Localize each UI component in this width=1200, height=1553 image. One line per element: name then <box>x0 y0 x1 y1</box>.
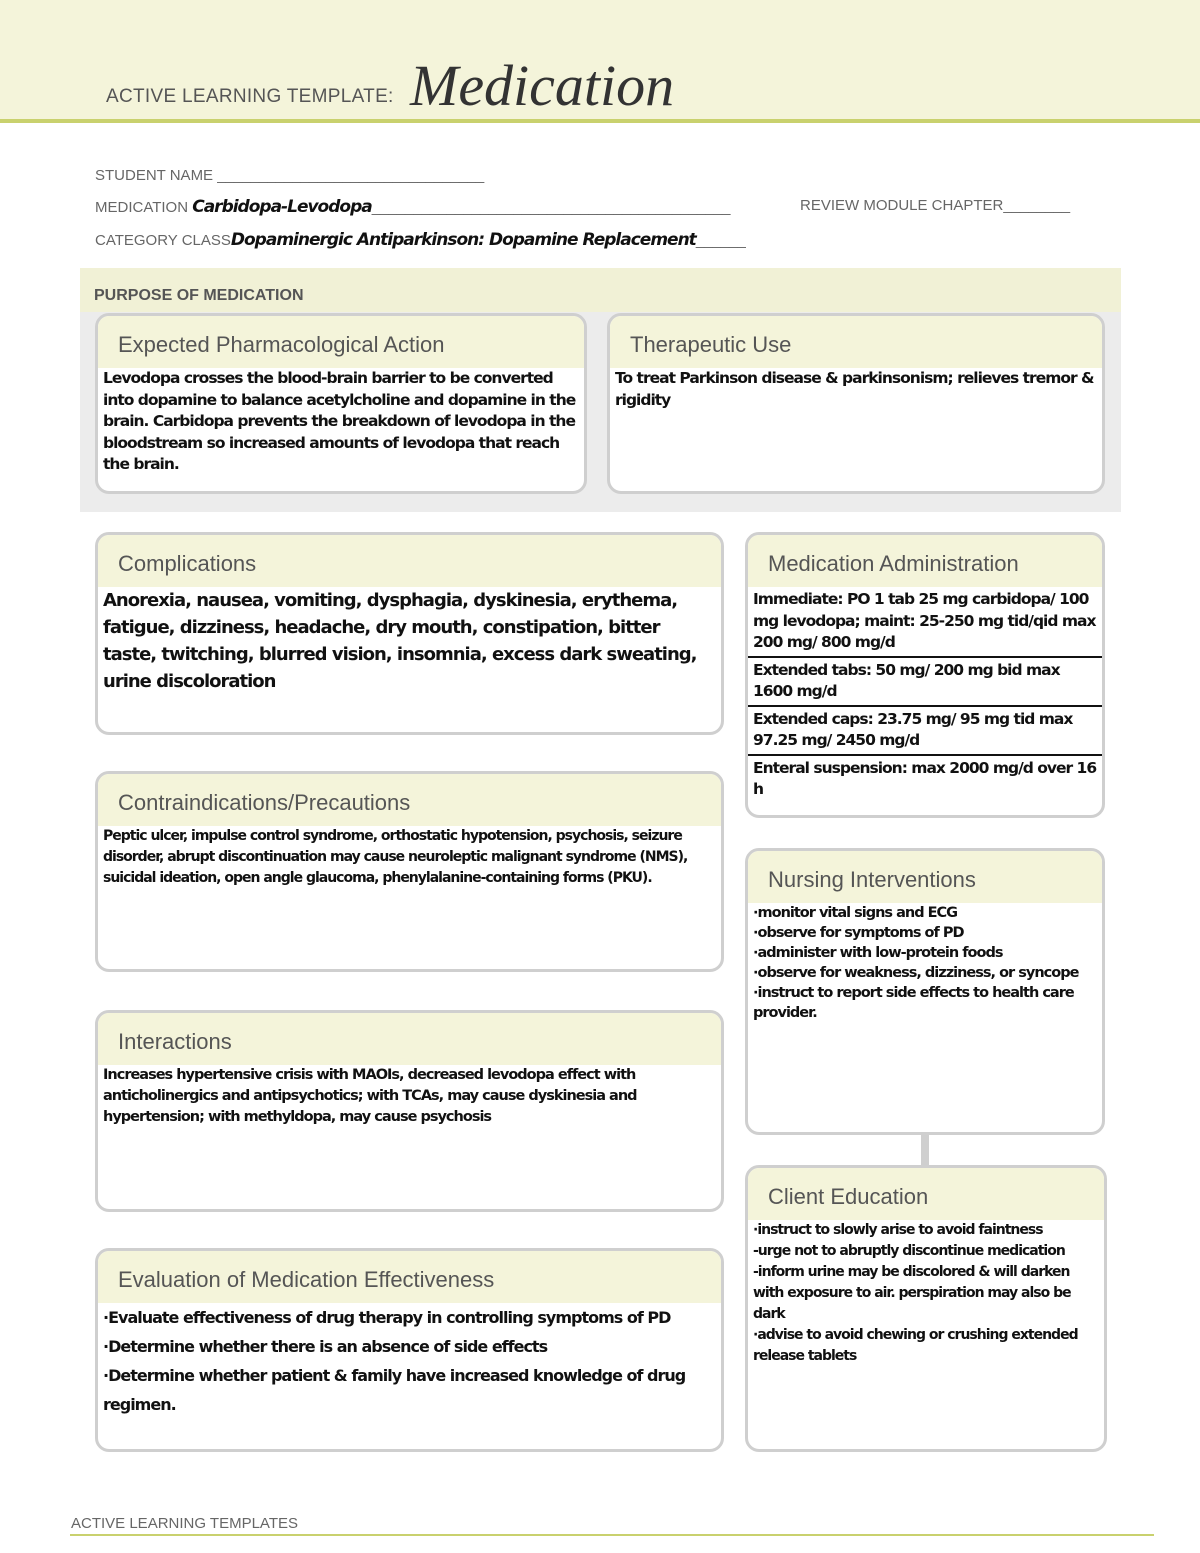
therapeutic-use-box <box>607 313 1105 494</box>
expected-action-box <box>95 313 587 494</box>
connector <box>921 1134 929 1166</box>
template-title: Medication <box>410 53 675 118</box>
box-title: Expected Pharmacological Action <box>98 316 584 368</box>
list-item: ·Determine whether there is an absence of side effects <box>103 1337 548 1356</box>
category-label: CATEGORY CLASS <box>95 232 231 249</box>
complications-box <box>95 532 724 735</box>
administration-box <box>745 532 1105 818</box>
box-title: Evaluation of Medication Effectiveness <box>98 1251 721 1303</box>
contraindications-box <box>95 771 724 972</box>
category-value: Dopaminergic Antiparkinson: Dopamine Replacement <box>230 230 696 250</box>
template-header <box>0 0 1200 123</box>
list-item: ·administer with low-protein foods <box>753 945 1003 961</box>
list-item: -urge not to abruptly discontinue medication <box>753 1243 1065 1259</box>
list-item: ·Determine whether patient & family have increased knowledge of drug regimen. <box>103 1366 686 1414</box>
review-module-field[interactable]: REVIEW MODULE CHAPTER________ <box>800 197 1071 214</box>
box-title: Interactions <box>98 1013 721 1065</box>
category-field[interactable]: CATEGORY CLASSDopaminergic Antiparkinson: Dopamine Replacement______ <box>95 230 746 250</box>
evaluation-box <box>95 1248 724 1452</box>
box-title: Medication Administration <box>748 535 1102 587</box>
admin-extended-tabs: Extended tabs: 50 mg/ 200 mg bid max 1600 mg/d <box>748 658 1102 707</box>
student-name-label: STUDENT NAME <box>95 167 214 184</box>
administration-text[interactable] <box>748 587 1102 803</box>
interactions-box <box>95 1010 724 1212</box>
box-title: Nursing Interventions <box>748 851 1102 903</box>
list-item: ·instruct to slowly arise to avoid faintness <box>753 1222 1043 1238</box>
interactions-text[interactable]: Increases hypertensive crisis with MAOIs, decreased levodopa effect with anticholinergics and antipsychotics; with TCAs, may cause dyskinesia and hypertension; with methyldopa, may cause psychosis <box>103 1067 637 1125</box>
list-item: ·advise to avoid chewing or crushing extended release tablets <box>753 1327 1078 1364</box>
box-title: Therapeutic Use <box>610 316 1102 368</box>
purpose-title: PURPOSE OF MEDICATION <box>80 268 1121 312</box>
box-title: Complications <box>98 535 721 587</box>
box-title: Client Education <box>748 1168 1104 1220</box>
admin-immediate: Immediate: PO 1 tab 25 mg carbidopa/ 100 mg levodopa; maint: 25-250 mg tid/qid max 200 mg/ 800 mg/d <box>748 587 1102 658</box>
education-list[interactable] <box>748 1220 1104 1367</box>
list-item: ·Evaluate effectiveness of drug therapy in controlling symptoms of PD <box>103 1308 671 1327</box>
admin-enteral: Enteral suspension: max 2000 mg/d over 16 h <box>753 758 1097 798</box>
list-item: ·observe for weakness, dizziness, or syncope <box>753 965 1079 981</box>
contraindications-text[interactable]: Peptic ulcer, impulse control syndrome, orthostatic hypotension, psychosis, seizure disorder, abrupt discontinuation may cause neuroleptic malignant syndrome (NMS), suicidal ideation, open angle glaucoma, phenylalanine-containing forms (PKU). <box>103 828 688 886</box>
nursing-box <box>745 848 1105 1135</box>
box-title: Contraindications/Precautions <box>98 774 721 826</box>
therapeutic-use-text[interactable]: To treat Parkinson disease & parkinsonism; relieves tremor & rigidity <box>615 369 1094 409</box>
list-item: -inform urine may be discolored & will darken with exposure to air. perspiration may also be dark <box>753 1264 1071 1322</box>
student-name-field[interactable]: STUDENT NAME ________________________________ <box>95 167 485 184</box>
expected-action-text[interactable]: Levodopa crosses the blood-brain barrier to be converted into dopamine to balance acetylcholine and dopamine in the brain. Carbidopa prevents the breakdown of levodopa in the bloodstream so increased amounts of levodopa that reach the brain. <box>103 369 576 473</box>
footer-divider <box>70 1534 1154 1536</box>
admin-extended-caps: Extended caps: 23.75 mg/ 95 mg tid max 97.25 mg/ 2450 mg/d <box>748 707 1102 756</box>
template-label: ACTIVE LEARNING TEMPLATE: <box>106 86 394 107</box>
list-item: ·instruct to report side effects to health care provider. <box>753 985 1074 1021</box>
complications-text[interactable]: Anorexia, nausea, vomiting, dysphagia, dyskinesia, erythema, fatigue, dizziness, headache, dry mouth, constipation, bitter taste, twitching, blurred vision, insomnia, excess dark sweating, urine discoloration <box>103 590 697 692</box>
review-label: REVIEW MODULE CHAPTER <box>800 197 1004 214</box>
list-item: ·monitor vital signs and ECG <box>753 905 958 921</box>
list-item: ·observe for symptoms of PD <box>753 925 964 941</box>
nursing-list[interactable] <box>748 903 1102 1023</box>
evaluation-list[interactable] <box>98 1303 721 1419</box>
medication-value: Carbidopa-Levodopa <box>192 197 372 217</box>
footer-label: ACTIVE LEARNING TEMPLATES <box>71 1515 298 1532</box>
medication-field[interactable]: MEDICATION Carbidopa-Levodopa___________________________________________ <box>95 197 731 217</box>
medication-label: MEDICATION <box>95 199 189 216</box>
client-education-box <box>745 1165 1107 1452</box>
